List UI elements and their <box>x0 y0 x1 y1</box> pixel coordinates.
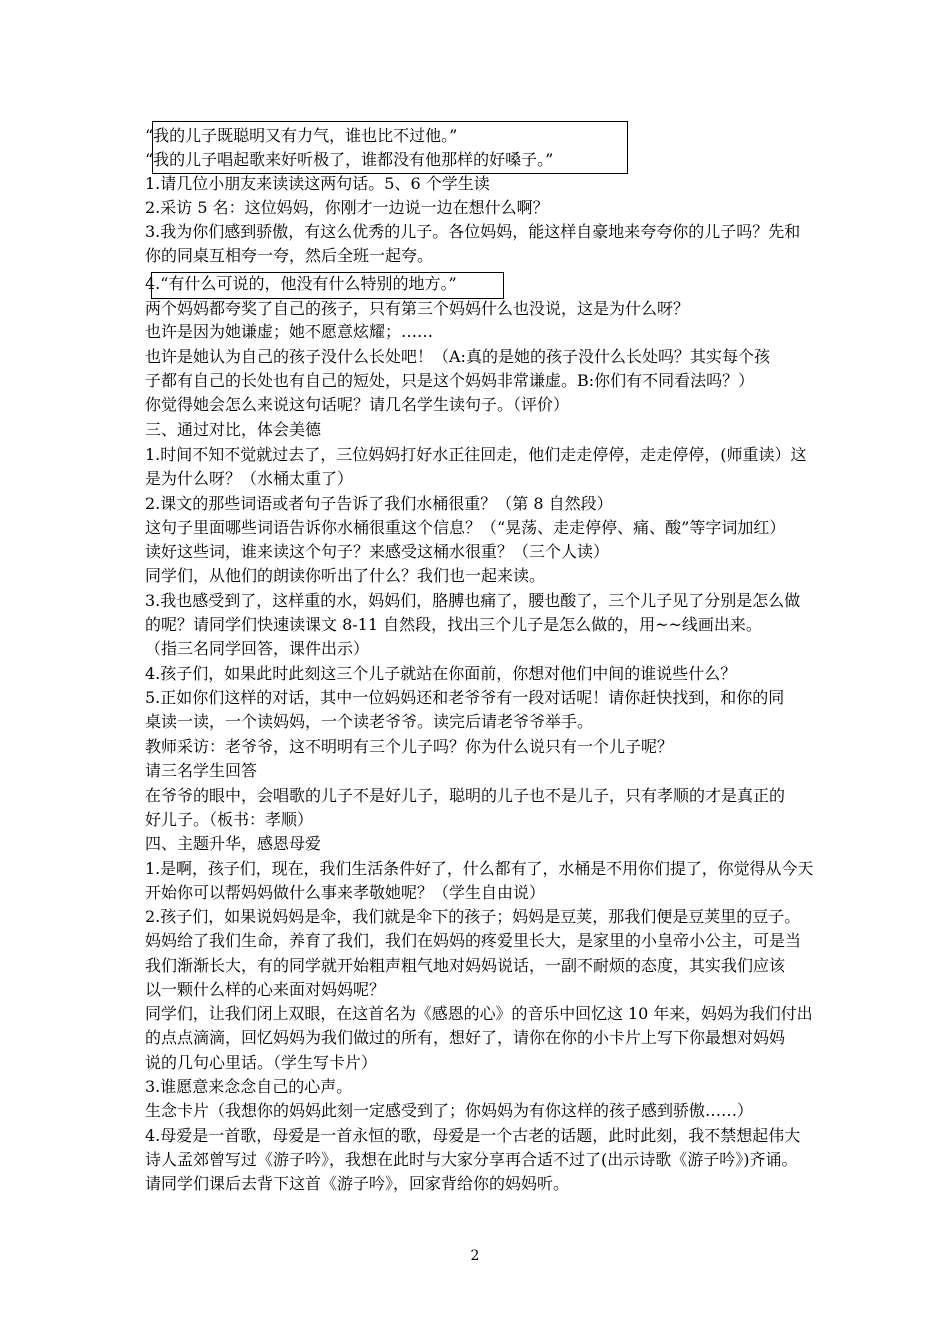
text-line: 桌读一读，一个读妈妈，一个读老爷爷。读完后请老爷爷举手。 <box>145 712 594 731</box>
text-line: “我的儿子既聪明又有力气，谁也比不过他。” <box>145 126 458 145</box>
text-line: 4.“有什么可说的，他没有什么特别的地方。” <box>145 274 457 293</box>
text-line: 3.我也感受到了，这样重的水，妈妈们，胳膊也痛了，腰也酸了，三个儿子见了分别是怎么做 <box>145 591 801 610</box>
text-line: 1.是啊，孩子们，现在，我们生活条件好了，什么都有了，水桶是不用你们提了，你觉得从今天 <box>145 859 814 878</box>
text-line: 在爷爷的眼中，会唱歌的儿子不是好儿子，聪明的儿子也不是儿子，只有孝顺的才是真正的 <box>145 786 786 805</box>
text-line: 诗人孟郊曾写过《游子吟》，我想在此时与大家分享再合适不过了(出示诗歌《游子吟》)齐诵。 <box>145 1150 798 1169</box>
text-line: 妈妈给了我们生命，养育了我们，我们在妈妈的疼爱里长大，是家里的小皇帝小公主，可是当 <box>145 931 802 950</box>
text-line: 三、通过对比，体会美德 <box>145 420 322 439</box>
text-line: 开始你可以帮妈妈做什么事来孝敬她呢？（学生自由说） <box>145 883 546 902</box>
text-line: 请同学们课后去背下这首《游子吟》，回家背给你的妈妈听。 <box>145 1174 570 1193</box>
text-line: 请三名学生回答 <box>145 761 258 780</box>
text-line: 2.孩子们，如果说妈妈是伞，我们就是伞下的孩子；妈妈是豆荚，那我们便是豆荚里的豆子。 <box>145 907 801 926</box>
text-line: 3.谁愿意来念念自己的心声。 <box>145 1077 353 1096</box>
text-line: 你的同桌互相夸一夸，然后全班一起夸。 <box>145 246 434 265</box>
text-line: 的呢？请同学们快速读课文 8-11 自然段，找出三个儿子是怎么做的，用~~线画出来。 <box>145 615 762 634</box>
text-line: 同学们，从他们的朗读你听出了什么？我们也一起来读。 <box>145 566 546 585</box>
text-line: 这句子里面哪些词语告诉你水桶很重这个信息？（“晃荡、走走停停、痛、酸”等字词加红） <box>145 518 786 537</box>
text-line: 4.孩子们，如果此时此刻这三个儿子就站在你面前，你想对他们中间的谁说些什么？ <box>145 664 737 683</box>
text-line: 我们渐渐长大，有的同学就开始粗声粗气地对妈妈说话，一副不耐烦的态度，其实我们应该 <box>145 956 786 975</box>
text-line: 好儿子。（板书：孝顺） <box>145 810 314 829</box>
text-line: 是为什么呀？（水桶太重了） <box>145 469 354 488</box>
text-line: 1.时间不知不觉就过去了，三位妈妈打好水正往回走，他们走走停停，走走停停，(师重读）这 <box>145 445 807 464</box>
text-line: “我的儿子唱起歌来好听极了，谁都没有他那样的好嗓子。” <box>145 150 554 169</box>
text-line: 也许是因为她谦虚；她不愿意炫耀；…… <box>145 322 434 341</box>
text-line: 读好这些词，谁来读这个句子？来感受这桶水很重？（三个人读） <box>145 542 610 561</box>
text-line: 四、主题升华，感恩母爱 <box>145 834 322 853</box>
text-line: 也许是她认为自己的孩子没什么长处吧！（A:真的是她的孩子没什么长处吗？其实每个孩 <box>145 347 770 366</box>
text-line: （指三名同学回答，课件出示） <box>145 639 370 658</box>
text-line: 2.课文的那些词语或者句子告诉了我们水桶很重？（第 8 自然段） <box>145 494 613 513</box>
text-line: 的点点滴滴，回忆妈妈为我们做过的所有，想好了，请你在你的小卡片上写下你最想对妈妈 <box>145 1028 786 1047</box>
text-line: 以一颗什么样的心来面对妈妈呢？ <box>145 980 386 999</box>
text-line: 两个妈妈都夸奖了自己的孩子，只有第三个妈妈什么也没说，这是为什么呀？ <box>145 299 690 318</box>
text-line: 4.母爱是一首歌，母爱是一首永恒的歌，母爱是一个古老的话题，此时此刻，我不禁想起伟大 <box>145 1126 801 1145</box>
text-line: 同学们，让我们闭上双眼，在这首名为《感恩的心》的音乐中回忆这 10 年来，妈妈为我们付出 <box>145 1004 813 1023</box>
text-line: 你觉得她会怎么来说这句话呢？请几名学生读句子。（评价） <box>145 395 570 414</box>
text-line: 子都有自己的长处也有自己的短处，只是这个妈妈非常谦虚。B:你们有不同看法吗？） <box>145 371 755 390</box>
text-line: 教师采访：老爷爷，这不明明有三个儿子吗？你为什么说只有一个儿子呢？ <box>145 737 674 756</box>
text-line: 5.正如你们这样的对话，其中一位妈妈还和老爷爷有一段对话呢！请你赶快找到，和你的同 <box>145 688 785 707</box>
text-line: 1.请几位小朋友来读读这两句话。5、6 个学生读 <box>145 174 490 193</box>
text-line: 3.我为你们感到骄傲，有这么优秀的儿子。各位妈妈，能这样自豪地来夸夸你的儿子吗？先和 <box>145 222 801 241</box>
page-number: 2 <box>470 1248 480 1264</box>
text-line: 生念卡片（我想你的妈妈此刻一定感受到了；你妈妈为有你这样的孩子感到骄傲……） <box>145 1101 754 1120</box>
text-line: 说的几句心里话。（学生写卡片） <box>145 1053 378 1072</box>
text-line: 2.采访 5 名：这位妈妈，你刚才一边说一边在想什么啊？ <box>145 198 549 217</box>
